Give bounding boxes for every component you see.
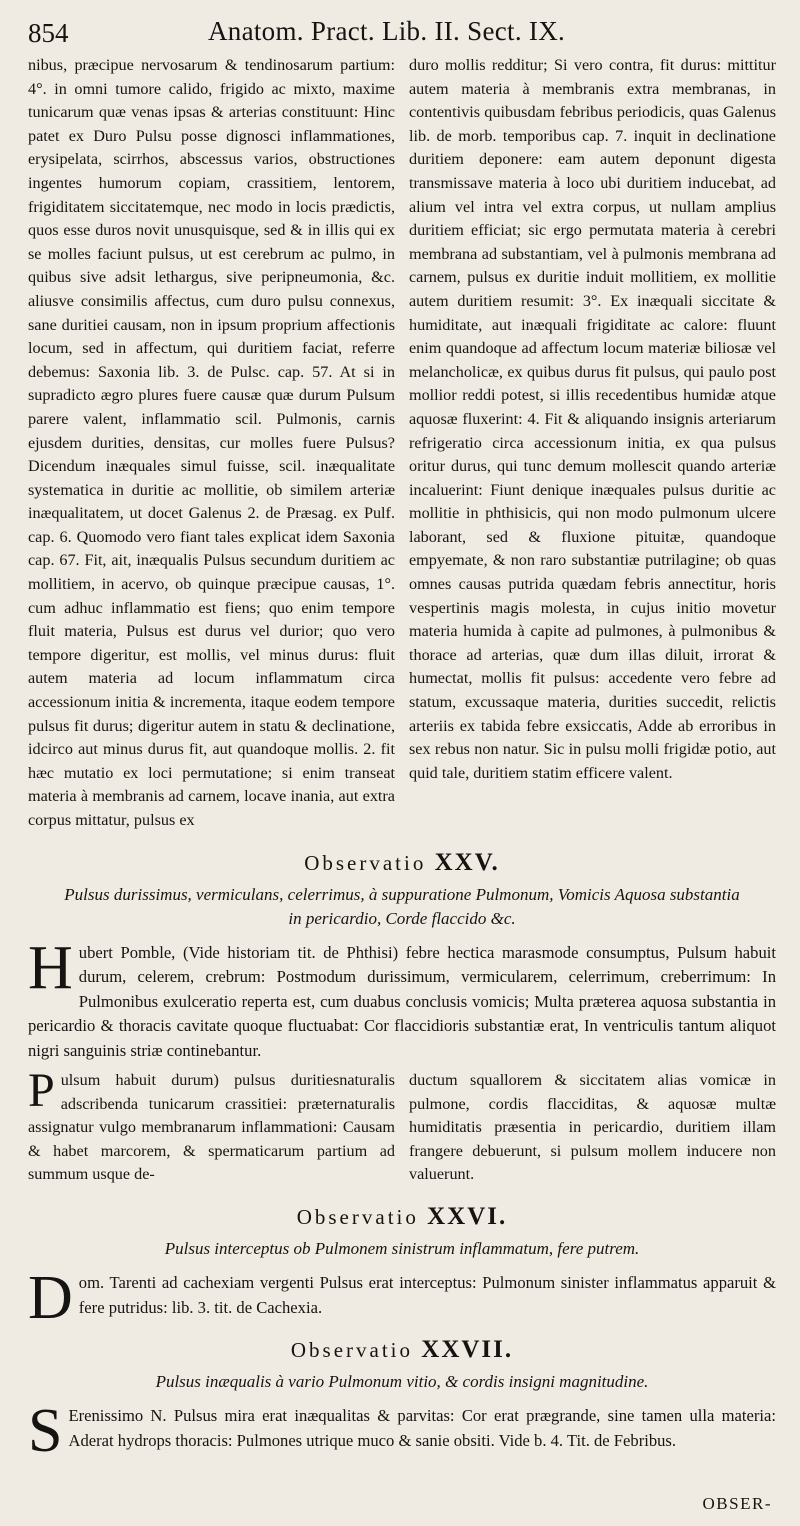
commentary-right-text: ductum squallorem & siccitatem alias vomicæ in pulmone, cordis flacciditas, & aquosæ multæ humiditatis præsentia in pericardio, duritiem illam frangere debuerunt, si pulsum mollem inducere non valuerunt. xyxy=(409,1071,776,1184)
case-report xyxy=(28,933,776,1064)
commentary-columns xyxy=(28,1064,776,1187)
observation-label: Observatio xyxy=(290,1338,414,1363)
observation-subtitle: Pulsus inæqualis à vario Pulmonum vitio, & cordis insigni magnitudine. xyxy=(155,1372,649,1392)
observation-label: Observatio xyxy=(296,1205,419,1230)
drop-cap: S xyxy=(28,1397,63,1466)
observation-26 xyxy=(28,1203,776,1333)
commentary-right xyxy=(409,1069,776,1187)
observation-subtitle: Pulsus durissimus, vermiculans, celerrimus, à suppuratione Pulmonum, Vomicis Aquosa substantia in pericardio, Corde flaccido &c. xyxy=(64,884,740,928)
observation-27 xyxy=(28,1336,776,1466)
drop-cap: P xyxy=(28,1064,55,1118)
running-header xyxy=(28,14,776,54)
commentary-left xyxy=(28,1064,395,1187)
running-title: Anatom. Pract. Lib. II. Sect. IX. xyxy=(208,16,566,46)
case-text: Erenissimo N. Pulsus mira erat inæqualitas & parvitas: Cor erat prægrande, sine tamen ulla materia: Aderat hydrops thoracis: Pulmones utrique muco & sanie obsiti. Vide b. 4. Tit. de Febribus. xyxy=(68,1406,776,1450)
body-columns xyxy=(28,54,776,833)
left-column-text: nibus, præcipue nervosarum & tendinosarum partium: 4°. in omni tumore calido, frigido ac mixto, maxime tunicarum quæ venas ipsas & arterias constituunt: Hinc patet ex Duro Pulsu posse dignosci inflammationes, erysipelata, scirrhos, abscessus varios, obstructiones ingentes humorum copiam, crassitiem, lentorem, frigiditatem siccitatemque, nec modo in locis prædictis, quos esse duros novit unusquisque, sed & in illis qui ex se molles faciunt pulsus, ut est cerebrum ac pulmo, in quibus sive adsit lethargus, sive peripneumonia, &c. aliusve consimilis affectus, cum duro pulsu connexus, sane duritiei causam, non in ipsum proprium affectionis locum, sed in affectum, qui duritiem faciat, referre debemus: Saxonia lib. 3. de Pulsc. cap. 57. At si in supradicto ægro plures fuere causæ quæ durum Pulsum parere valent, inflammatio scil. Pulmonis, carnis ejusdem durities, densitas, cur molles fuere Pulsus? Dicendum inæquales simul fuisse, scil. inæqualitate systematica in duritie ac mollitie, ob similem arteriæ inæqualitatem, ut docet Galenus 2. de Præsag. ex Pulf. cap. 6. Quomodo vero fiant tales explicat idem Saxonia cap. 67. Fit, ait, inæqualis Pulsus secundum duritiem ac mollitiem, in acervo, ob quinque præcipue causas, 1°. cum adhuc inflammatio est fiens; quo enim tempore fluit materia, Pulsus est durus vel durior; quo vero tempore digeritur, est mollis, vel minus durus: fluit autem materia ad locum inflammatum circa accessionum initia & incrementa, itaque eodem tempore pulsus fit durus; digeritur autem in statu & declinatione, idcirco aut minus durus fit, aut quandoque mollis. 2. fit hæc mutatio ex loci permutatione; si enim transeat materia à membranis ad carnem, locave inania, aut extra corpus mittatur, pulsus ex xyxy=(28,56,395,829)
observation-heading xyxy=(28,1203,776,1231)
observation-heading xyxy=(28,849,776,877)
observation-heading xyxy=(28,1336,776,1364)
observation-number: XXV. xyxy=(434,848,500,876)
observation-25 xyxy=(28,849,776,1187)
case-report xyxy=(28,1397,776,1466)
observation-label: Observatio xyxy=(304,850,427,875)
drop-cap: D xyxy=(28,1264,73,1333)
case-text: ubert Pomble, (Vide historiam tit. de Phthisi) febre hectica marasmode consumptus, Pulsum habuit durum, celerem, crebrum: Postmodum durissimum, vermicularem, celerrimum, creberrimum: In Pulmonibus exulceratio reperta est, cum duabus conclusis vomicis; Multa præterea aquosa substantia in pericardio & thoracis cavitate quoque fluctuabat: Cor flaccidioris substantiæ erat, In ventriculis tantum aliquot nigri sanguinis striæ continebantur. xyxy=(28,942,776,1060)
catchword: OBSER- xyxy=(702,1494,772,1513)
case-report xyxy=(28,1264,776,1333)
page-number: 854 xyxy=(28,18,69,48)
observation-subtitle: Pulsus interceptus ob Pulmonem sinistrum inflammatum, fere putrem. xyxy=(164,1239,640,1259)
book-page xyxy=(28,14,776,1514)
commentary-left-text: ulsum habuit durum) pulsus duritiesnaturalis adscribenda tunicarum crassitiei: præternaturalis assignatur vulgo membranarum inflammationi: Causam & habet marcorem, & spermaticarum partium ad summum usque de- xyxy=(28,1071,395,1184)
case-text: om. Tarenti ad cachexiam vergenti Pulsus erat interceptus: Pulmonum sinister inflammatus apparuit & fere putridus: lib. 3. tit. de Cachexia. xyxy=(78,1273,776,1317)
drop-cap: H xyxy=(28,933,73,1002)
right-column-text: duro mollis redditur; Si vero contra, fit durus: mittitur autem materia à membranis extra membranas, in contentivis quibusdam febribus periodicis, quas Galenus lib. de morb. temporibus cap. 7. inquit in declinatione duritiem deponere: eam autem deponunt digesta transmissave materia à loco ubi duritiem inducebat, ad alium vel intra vel extra corpus, ut nullam amplius duritiem efficiat; sic ergo permutata materia à cerebri membrana ad substantiam, vel à pulmonis membrana ad carnem, pulsus ex duritie induit mollitiem, ex mollitie autem duritiem resumit: 3°. Ex inæquali siccitate & humiditate, aut inæquali frigiditate ac calore: fluunt enim quandoque ad affectum locum materiæ biliosæ vel melancholicæ, ex quibus durus fit pulsus, qui paulo post mollior reddi potest, si illis recedentibus humidæ atque aquosæ fluxerint: 4. Fit & aliquando insignis arteriarum refrigeratio circa accessionum initia, ex qua pulsus oritur durus, qui tunc demum mollescit quando arteriæ incaluerint: Fiunt denique inæquales pulsus duritie ac mollitie in phthisicis, qui non modo pulmonum ulcere laborant, sed & fluxione pituitæ, quandoque empyemate, & non raro substantiæ putrilagine; ob quas omnes causas putrida quædam febris annectitur, horis vespertinis magis molesta, in cujus initio movetur materia humida à capite ad pulmones, à pulmonibus & thorace ad arterias, quæ dum illas diluit, irrorat & humectat, mollis fit pulsus: accedente vero febre ad statum, excussaque materia, durities succedit, relictis arteriis ex tabida febre exsiccatis, Adde ab erroribus in sex rebus non natur. Sic in pulsu molli frigidæ potio, aut quid tale, duritiem statim efficere valent. xyxy=(409,56,776,782)
observation-number: XXVII. xyxy=(421,1336,514,1364)
left-column xyxy=(28,54,395,833)
right-column xyxy=(409,54,776,833)
observation-number: XXVI. xyxy=(427,1203,508,1231)
